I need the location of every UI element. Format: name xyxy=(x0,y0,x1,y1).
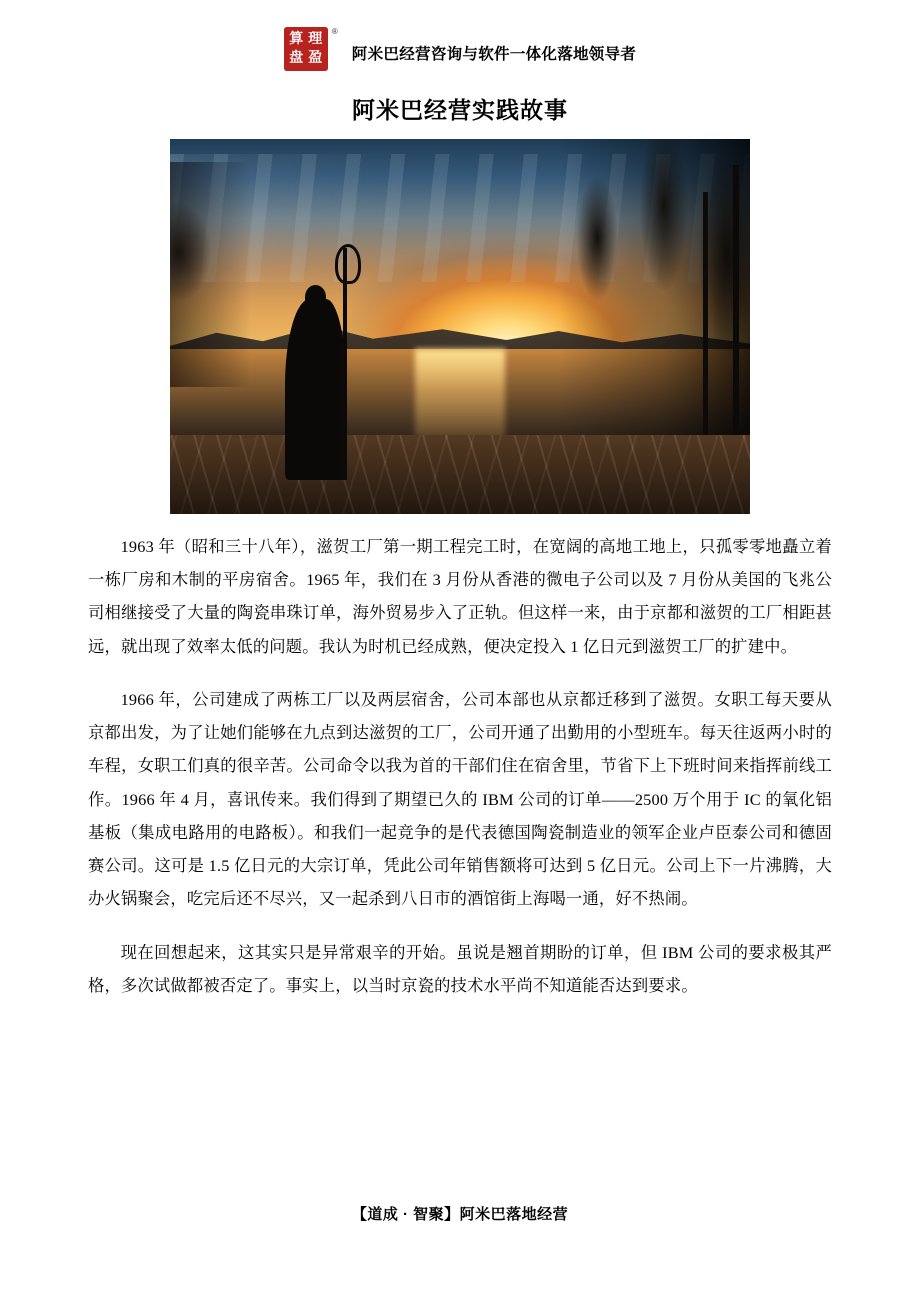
photo-monk-silhouette xyxy=(269,248,365,481)
paragraph-1: 1963 年（昭和三十八年），滋贺工厂第一期工程完工时，在宽阔的高地工地上，只孤零零地矗立着一栋厂房和木制的平房宿舍。1965 年，我们在 3 月份从香港的微电子公司以及 7 月份从美国的飞兆公司相继接受了大量的陶瓷串珠订单，海外贸易步入了正轨。但这样一来，由于京都和滋贺的工厂相距甚远，就出现了效率太低的问题。我认为时机已经成熟，便决定投入 1 亿日元到滋贺工厂的扩建中。 xyxy=(88,537,832,656)
photo-stone-path xyxy=(170,435,750,514)
logo-glyph-4: 盈 xyxy=(308,50,323,66)
photo-trees-left xyxy=(170,162,251,387)
paragraph-3: 现在回想起来，这其实只是异常艰辛的开始。虽说是翘首期盼的订单，但 IBM 公司的要求极其严格，多次试做都被否定了。事实上，以当时京瓷的技术水平尚不知道能否达到要求。 xyxy=(88,942,832,995)
document-header xyxy=(88,22,832,84)
document-footer: 【道成 · 智聚】阿米巴落地经营 xyxy=(351,1206,569,1223)
header-tagline: 阿米巴经营咨询与软件一体化落地领导者 xyxy=(351,46,637,63)
paragraph-2: 1966 年，公司建成了两栋工厂以及两层宿舍，公司本部也从京都迁移到了滋贺。女职工每天要从京都出发，为了让她们能够在九点到达滋贺的工厂，公司开通了出勤用的小型班车。每天往返两小时的车程，女职工们真的很辛苦。公司命令以我为首的干部们住在宿舍里，节省下上下班时间来指挥前线工作。1966 年 4 月，喜讯传来。我们得到了期望已久的 IBM 公司的订单——2500 万个用于 IC 的氧化铝基板（集成电路用的电路板）。和我们一起竞争的是代表德国陶瓷制造业的领军企业卢臣泰公司和德固赛公司。这可是 1.5 亿日元的大宗订单，凭此公司年销售额将可达到 5 亿日元。公司上下一片沸腾，大办火锅聚会，吃完后还不尽兴，又一起杀到八日市的酒馆街上海喝一通，好不热闹。 xyxy=(88,689,832,909)
photo-trees-right xyxy=(559,139,750,469)
page-title: 阿米巴经营实践故事 xyxy=(352,97,568,123)
article-body xyxy=(88,530,832,1002)
logo-glyph-1: 算 xyxy=(289,31,304,47)
article-photo xyxy=(170,139,750,514)
company-logo xyxy=(284,27,338,79)
seal-stamp-icon xyxy=(284,27,328,71)
monk-head xyxy=(305,285,326,309)
monk-staff-finial xyxy=(335,244,361,284)
logo-glyph-3: 盘 xyxy=(289,50,304,66)
logo-glyph-2: 理 xyxy=(308,31,323,47)
monk-robe xyxy=(285,299,347,480)
registered-mark-icon: ® xyxy=(331,27,338,36)
